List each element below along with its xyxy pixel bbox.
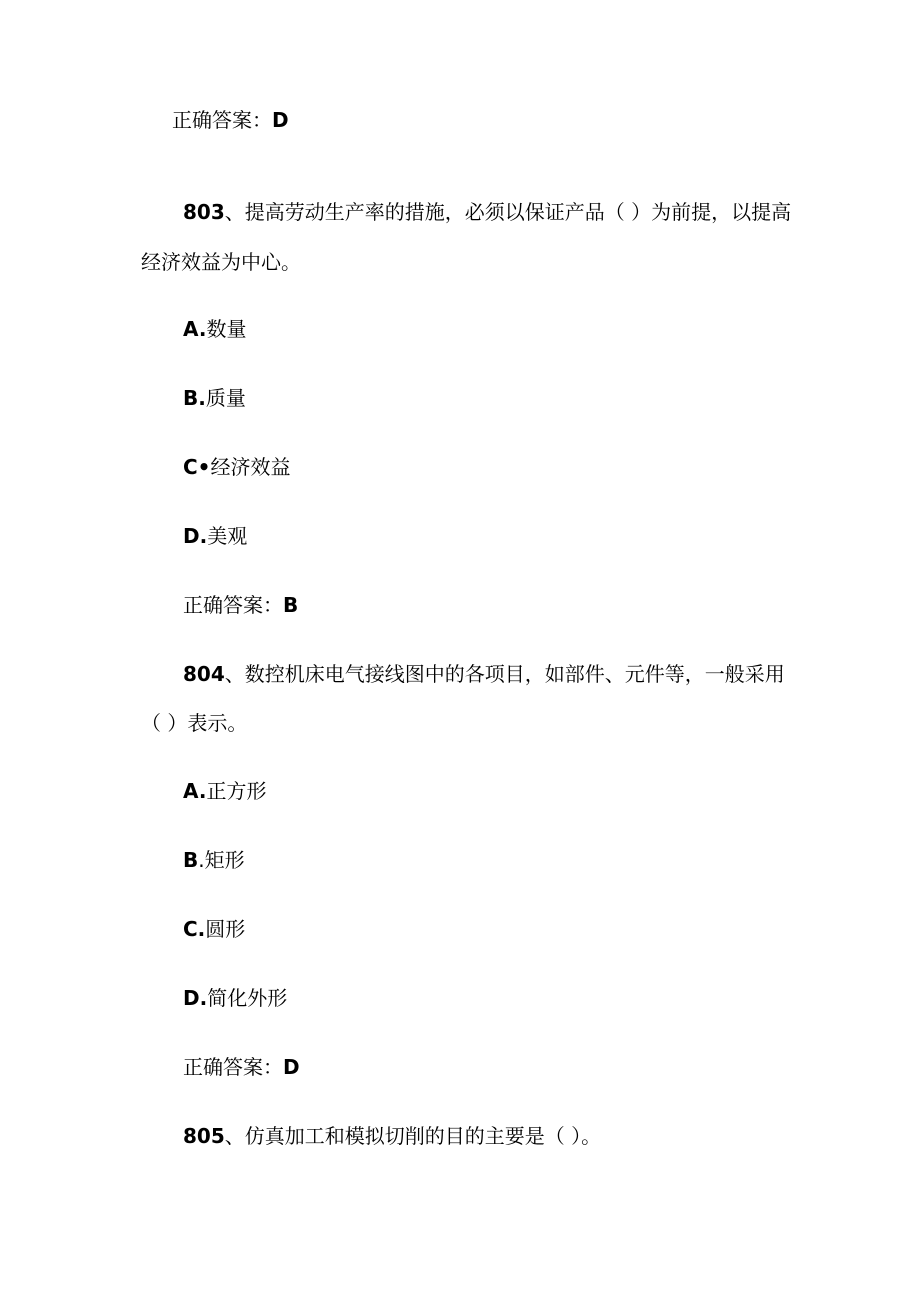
option-letter: A. xyxy=(183,317,207,341)
option-letter: D. xyxy=(183,986,208,1010)
option-804-b xyxy=(183,846,245,874)
question-803-line2: 经济效益为中心。 xyxy=(141,250,301,274)
answer-804 xyxy=(183,1053,300,1081)
question-text: 、数控机床电气接线图中的各项目，如部件、元件等，一般采用 xyxy=(224,662,785,686)
option-letter: A. xyxy=(183,779,207,803)
answer-803 xyxy=(183,591,298,619)
option-803-a xyxy=(183,315,246,343)
option-text: .矩形 xyxy=(198,848,245,872)
option-804-d xyxy=(183,984,287,1012)
option-text: 美观 xyxy=(207,524,248,548)
question-number: 803 xyxy=(183,200,225,224)
option-letter: B. xyxy=(183,386,206,410)
option-803-d xyxy=(183,522,247,550)
option-letter: D. xyxy=(183,524,208,548)
question-number: 805 xyxy=(183,1124,225,1148)
option-text: 经济效益 xyxy=(210,455,291,479)
option-803-b xyxy=(183,384,246,412)
option-text: 简化外形 xyxy=(207,986,288,1010)
option-text: 质量 xyxy=(205,386,246,410)
answer-value: B xyxy=(283,593,299,617)
question-804-line1 xyxy=(183,660,785,688)
option-letter: B xyxy=(183,848,199,872)
option-letter: C. xyxy=(183,917,206,941)
answer-prev xyxy=(172,106,289,134)
question-text: 、提高劳动生产率的措施，必须以保证产品（ ）为前提，以提高 xyxy=(224,200,792,224)
option-text: 正方形 xyxy=(206,779,267,803)
option-text: 数量 xyxy=(206,317,247,341)
question-804-line2: （ ）表示。 xyxy=(141,711,248,735)
question-803-line1 xyxy=(183,198,791,226)
answer-label: 正确答案： xyxy=(172,108,272,132)
question-text: 、仿真加工和模拟切削的目的主要是（ ）。 xyxy=(224,1124,602,1148)
answer-value: D xyxy=(272,108,289,132)
question-805-line1 xyxy=(183,1122,601,1150)
option-804-a xyxy=(183,777,266,805)
answer-value: D xyxy=(283,1055,300,1079)
option-text: 圆形 xyxy=(205,917,246,941)
option-804-c xyxy=(183,915,245,943)
answer-label: 正确答案： xyxy=(183,1055,283,1079)
option-letter: C• xyxy=(183,455,211,479)
answer-label: 正确答案： xyxy=(183,593,283,617)
question-number: 804 xyxy=(183,662,225,686)
option-803-c xyxy=(183,453,290,481)
